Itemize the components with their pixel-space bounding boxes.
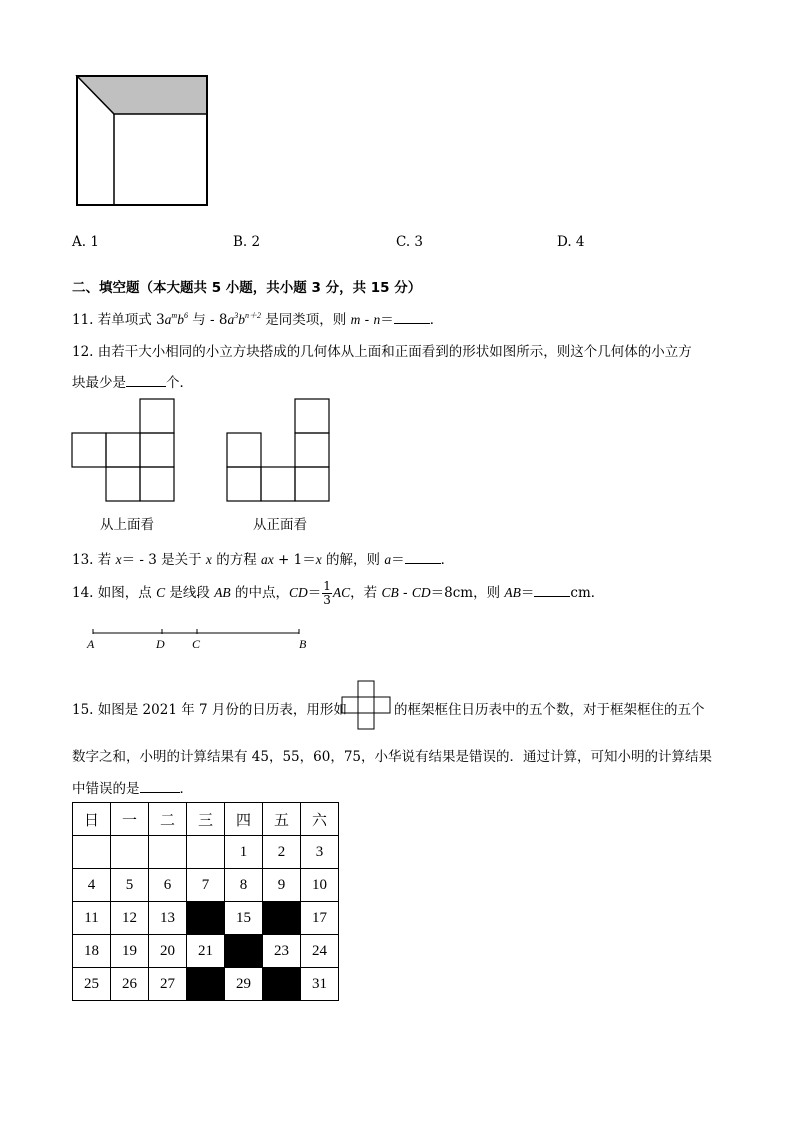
day-cell bbox=[187, 836, 225, 869]
point-c-label: C bbox=[192, 637, 201, 651]
blacked-out-cell bbox=[187, 968, 225, 1001]
calendar-row bbox=[73, 836, 339, 869]
q11-answer-blank bbox=[394, 311, 430, 324]
q11-text-2: 与 - 8 bbox=[192, 312, 228, 328]
cross-frame-icon bbox=[341, 680, 393, 730]
day-cell bbox=[149, 836, 187, 869]
top-view-label: 从上面看 bbox=[100, 517, 154, 533]
front-view-label: 从正面看 bbox=[253, 517, 307, 533]
square-figure bbox=[74, 74, 210, 208]
day-cell bbox=[111, 836, 149, 869]
calendar-header-row bbox=[73, 803, 339, 836]
day-cell bbox=[73, 836, 111, 869]
weekday-header: 五 bbox=[263, 803, 301, 836]
q15-line-1b: 的框架框住日历表中的五个数，对于框架框住的五个 bbox=[394, 702, 705, 718]
day-cell: 4 bbox=[73, 869, 111, 902]
q15-line-3: 中错误的是 ． bbox=[72, 781, 193, 797]
day-cell: 29 bbox=[225, 968, 263, 1001]
day-cell: 9 bbox=[263, 869, 301, 902]
day-cell: 27 bbox=[149, 968, 187, 1001]
segment-figure bbox=[84, 626, 314, 652]
day-cell: 5 bbox=[111, 869, 149, 902]
q15-line-1a: 15. 如图是 2021 年 7 月份的日历表，用形如 bbox=[72, 702, 347, 718]
section-title: 二、填空题（本大题共 5 小题，共小题 3 分，共 15 分） bbox=[72, 280, 422, 296]
q12-line-2: 块最少是 个． bbox=[72, 375, 193, 391]
day-cell: 10 bbox=[301, 869, 339, 902]
day-cell: 17 bbox=[301, 902, 339, 935]
day-cell: 12 bbox=[111, 902, 149, 935]
calendar-table bbox=[72, 802, 339, 1001]
option-a: A. 1 bbox=[72, 234, 99, 250]
point-b-label: B bbox=[299, 637, 307, 651]
q14-answer-blank bbox=[534, 584, 570, 597]
weekday-header: 四 bbox=[225, 803, 263, 836]
point-d-label: D bbox=[156, 637, 165, 651]
option-c: C. 3 bbox=[396, 234, 424, 250]
day-cell: 18 bbox=[73, 935, 111, 968]
q13-answer-blank bbox=[405, 551, 441, 564]
blacked-out-cell bbox=[263, 968, 301, 1001]
day-cell: 19 bbox=[111, 935, 149, 968]
q12-answer-blank bbox=[126, 374, 166, 387]
point-a-label: A bbox=[87, 637, 95, 651]
day-cell: 1 bbox=[225, 836, 263, 869]
blacked-out-cell bbox=[187, 902, 225, 935]
option-d: D. 4 bbox=[557, 234, 585, 250]
day-cell: 11 bbox=[73, 902, 111, 935]
q11-number: 11. bbox=[72, 312, 94, 328]
fraction-one-third: $\frac{1}{3}$ bbox=[323, 579, 331, 607]
calendar-row bbox=[73, 935, 339, 968]
day-cell: 8 bbox=[225, 869, 263, 902]
calendar-row bbox=[73, 869, 339, 902]
day-cell: 20 bbox=[149, 935, 187, 968]
q11-text-1: 若单项式 3 bbox=[97, 312, 165, 328]
weekday-header: 日 bbox=[73, 803, 111, 836]
q15-line-2: 数字之和，小明的计算结果有 45，55，60，75，小华说有结果是错误的．通过计算，可知小明的计算结果 bbox=[72, 749, 713, 765]
day-cell: 26 bbox=[111, 968, 149, 1001]
day-cell: 21 bbox=[187, 935, 225, 968]
weekday-header: 一 bbox=[111, 803, 149, 836]
calendar-row bbox=[73, 968, 339, 1001]
day-cell: 31 bbox=[301, 968, 339, 1001]
question-13: 13. 若 x＝ - 3 是关于 x 的方程 ax + 1＝x 的解，则 a＝ ． bbox=[72, 552, 455, 568]
q15-answer-blank bbox=[140, 780, 180, 793]
weekday-header: 二 bbox=[149, 803, 187, 836]
blacked-out-cell bbox=[263, 902, 301, 935]
day-cell: 13 bbox=[149, 902, 187, 935]
weekday-header: 六 bbox=[301, 803, 339, 836]
day-cell: 2 bbox=[263, 836, 301, 869]
day-cell: 15 bbox=[225, 902, 263, 935]
day-cell: 24 bbox=[301, 935, 339, 968]
question-11: 11. 若单项式 $3a^mb^6$ 与 - $8a^3b^{n+2}$ 是同类项，则 m - n＝ ． bbox=[72, 311, 444, 328]
blacked-out-cell bbox=[225, 935, 263, 968]
front-view-figure bbox=[226, 398, 332, 502]
option-b: B. 2 bbox=[233, 234, 261, 250]
q12-line-1: 12. 由若干大小相同的小立方块搭成的几何体从上面和正面看到的形状如图所示，则这个几何体的小立方 bbox=[72, 344, 692, 360]
day-cell: 3 bbox=[301, 836, 339, 869]
day-cell: 6 bbox=[149, 869, 187, 902]
calendar-row bbox=[73, 902, 339, 935]
weekday-header: 三 bbox=[187, 803, 225, 836]
day-cell: 7 bbox=[187, 869, 225, 902]
question-14: 14. 如图，点 C 是线段 AB 的中点，CD＝ $\frac{1}{3}$ AC，若 CB - CD＝8cm，则 AB＝ cm． bbox=[72, 579, 605, 607]
q11-text-3: 是同类项，则 bbox=[265, 312, 351, 328]
day-cell: 23 bbox=[263, 935, 301, 968]
top-view-figure bbox=[71, 398, 177, 502]
day-cell: 25 bbox=[73, 968, 111, 1001]
